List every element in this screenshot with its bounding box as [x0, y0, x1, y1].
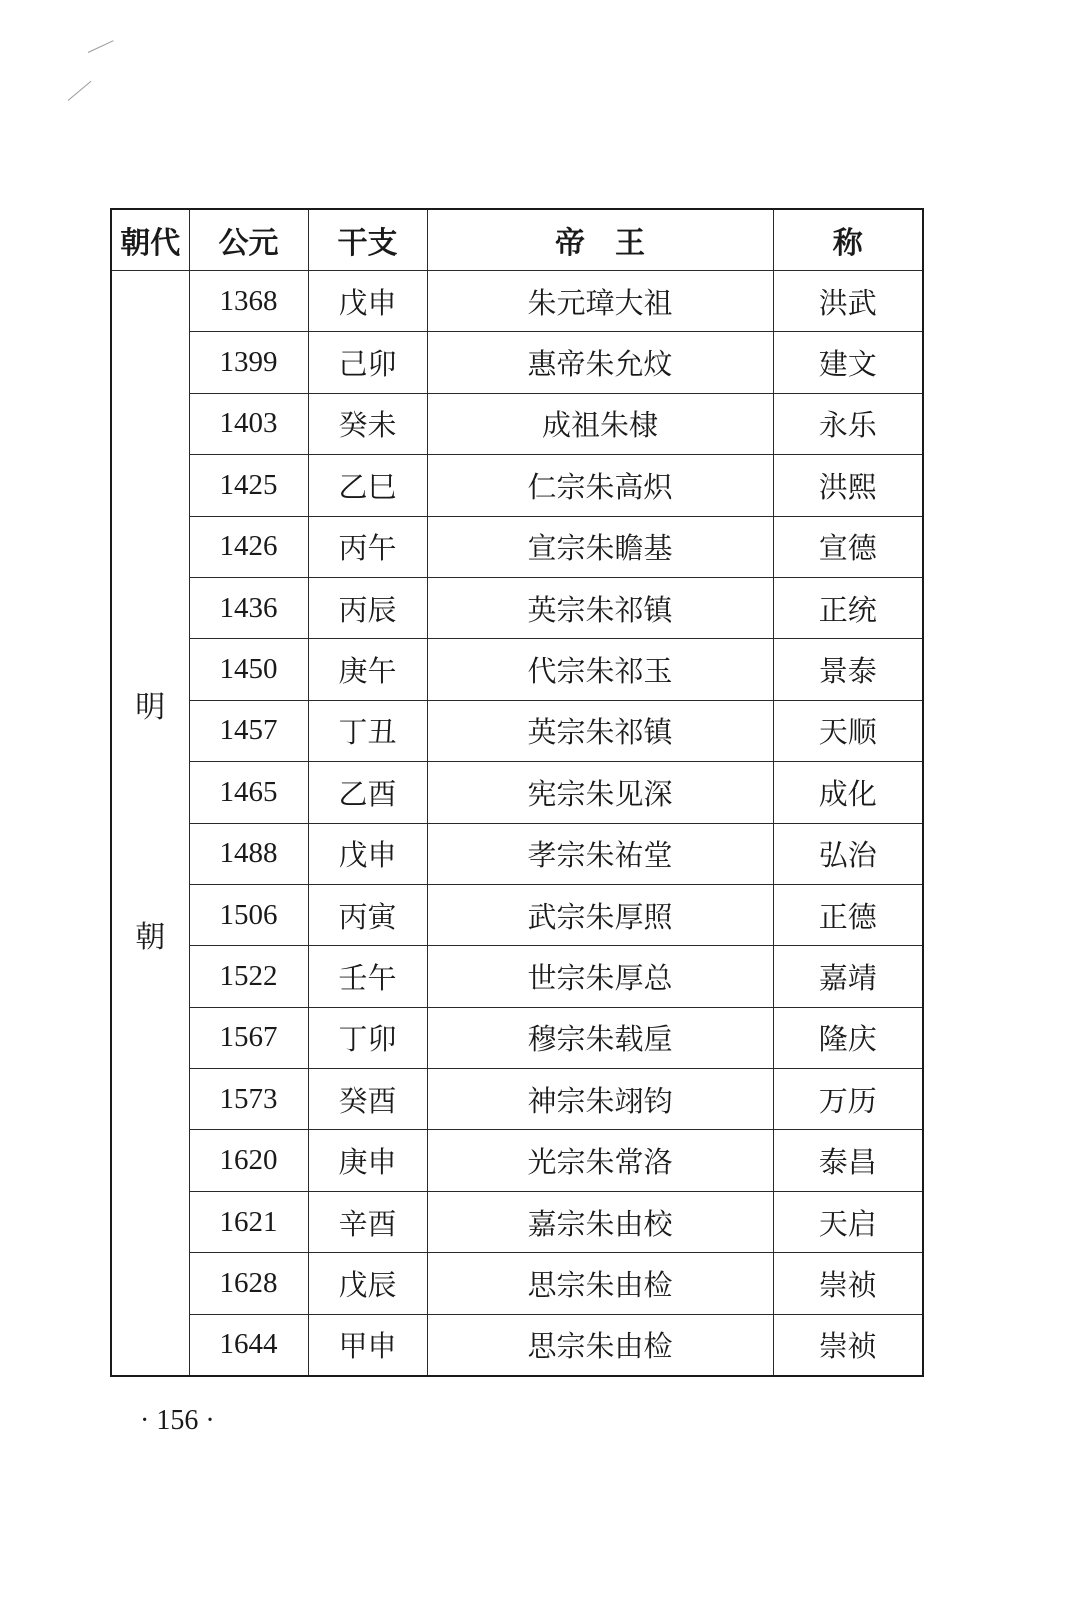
- table-row: [111, 700, 923, 761]
- title-cell: 宣德: [773, 516, 923, 577]
- title-cell: 正统: [773, 577, 923, 638]
- ganzhi-cell: 庚申: [308, 1130, 427, 1191]
- emperor-cell: 宪宗朱见深: [427, 762, 773, 823]
- year-cell: 1399: [189, 332, 308, 393]
- year-cell: 1457: [189, 700, 308, 761]
- ganzhi-cell: 乙巳: [308, 455, 427, 516]
- title-cell: 天启: [773, 1191, 923, 1252]
- table-row: [111, 577, 923, 638]
- year-cell: 1567: [189, 1007, 308, 1068]
- year-cell: 1573: [189, 1069, 308, 1130]
- ganzhi-cell: 己卯: [308, 332, 427, 393]
- ganzhi-cell: 丙寅: [308, 884, 427, 945]
- dynasty-char: 朝: [135, 920, 166, 955]
- table-row: [111, 946, 923, 1007]
- title-cell: 景泰: [773, 639, 923, 700]
- emperor-cell: 成祖朱棣: [427, 393, 773, 454]
- ganzhi-cell: 辛酉: [308, 1191, 427, 1252]
- ganzhi-cell: 壬午: [308, 946, 427, 1007]
- header-emperor: 帝 王: [427, 209, 773, 271]
- ming-emperors-table: [110, 208, 924, 1377]
- ganzhi-cell: 丁卯: [308, 1007, 427, 1068]
- title-cell: 万历: [773, 1069, 923, 1130]
- ganzhi-cell: 庚午: [308, 639, 427, 700]
- header-dynasty: 朝代: [111, 209, 189, 271]
- ganzhi-cell: 癸未: [308, 393, 427, 454]
- title-cell: 建文: [773, 332, 923, 393]
- page-number: · 156 ·: [140, 1405, 215, 1436]
- title-cell: 成化: [773, 762, 923, 823]
- year-cell: 1426: [189, 516, 308, 577]
- emperor-cell: 仁宗朱高炽: [427, 455, 773, 516]
- year-cell: 1628: [189, 1253, 308, 1314]
- title-cell: 崇祯: [773, 1314, 923, 1376]
- table-row: [111, 1314, 923, 1376]
- ganzhi-cell: 戊申: [308, 271, 427, 332]
- header-year: 公元: [189, 209, 308, 271]
- ganzhi-cell: 丙午: [308, 516, 427, 577]
- table-row: [111, 1069, 923, 1130]
- title-cell: 永乐: [773, 393, 923, 454]
- emperor-cell: 英宗朱祁镇: [427, 577, 773, 638]
- emperor-cell: 宣宗朱瞻基: [427, 516, 773, 577]
- scan-mark: [68, 81, 92, 101]
- year-cell: 1621: [189, 1191, 308, 1252]
- year-cell: 1368: [189, 271, 308, 332]
- emperor-cell: 穆宗朱载垕: [427, 1007, 773, 1068]
- year-cell: 1403: [189, 393, 308, 454]
- scan-mark: [88, 40, 114, 53]
- table-row: [111, 332, 923, 393]
- year-cell: 1522: [189, 946, 308, 1007]
- table-row: [111, 639, 923, 700]
- year-cell: 1450: [189, 639, 308, 700]
- table-row: [111, 1007, 923, 1068]
- header-ganzhi: 干支: [308, 209, 427, 271]
- title-cell: 泰昌: [773, 1130, 923, 1191]
- year-cell: 1425: [189, 455, 308, 516]
- year-cell: 1506: [189, 884, 308, 945]
- table-row: [111, 762, 923, 823]
- table-row: [111, 823, 923, 884]
- ganzhi-cell: 乙酉: [308, 762, 427, 823]
- emperor-cell: 惠帝朱允炆: [427, 332, 773, 393]
- table-row: [111, 1253, 923, 1314]
- emperor-cell: 神宗朱翊钧: [427, 1069, 773, 1130]
- title-cell: 隆庆: [773, 1007, 923, 1068]
- emperor-cell: 英宗朱祁镇: [427, 700, 773, 761]
- title-cell: 崇祯: [773, 1253, 923, 1314]
- emperor-cell: 孝宗朱祐堂: [427, 823, 773, 884]
- table-row: [111, 1191, 923, 1252]
- ganzhi-cell: 戊申: [308, 823, 427, 884]
- table-header-row: [111, 209, 923, 271]
- emperor-cell: 代宗朱祁玉: [427, 639, 773, 700]
- emperor-cell: 光宗朱常洛: [427, 1130, 773, 1191]
- title-cell: 正德: [773, 884, 923, 945]
- dynasty-cell: [111, 271, 189, 1377]
- header-title: 称: [773, 209, 923, 271]
- emperor-cell: 朱元璋大祖: [427, 271, 773, 332]
- year-cell: 1465: [189, 762, 308, 823]
- table-row: [111, 1130, 923, 1191]
- year-cell: 1488: [189, 823, 308, 884]
- year-cell: 1620: [189, 1130, 308, 1191]
- emperor-cell: 思宗朱由检: [427, 1253, 773, 1314]
- table-row: [111, 271, 923, 332]
- title-cell: 弘治: [773, 823, 923, 884]
- ganzhi-cell: 丁丑: [308, 700, 427, 761]
- table-row: [111, 455, 923, 516]
- table-row: [111, 393, 923, 454]
- title-cell: 天顺: [773, 700, 923, 761]
- year-cell: 1436: [189, 577, 308, 638]
- emperor-cell: 世宗朱厚总: [427, 946, 773, 1007]
- title-cell: 嘉靖: [773, 946, 923, 1007]
- emperor-cell: 嘉宗朱由校: [427, 1191, 773, 1252]
- emperor-cell: 武宗朱厚照: [427, 884, 773, 945]
- year-cell: 1644: [189, 1314, 308, 1376]
- title-cell: 洪武: [773, 271, 923, 332]
- emperor-cell: 思宗朱由检: [427, 1314, 773, 1376]
- ganzhi-cell: 丙辰: [308, 577, 427, 638]
- title-cell: 洪熙: [773, 455, 923, 516]
- table-row: [111, 884, 923, 945]
- table-row: [111, 516, 923, 577]
- dynasty-char: 明: [135, 690, 166, 725]
- ganzhi-cell: 甲申: [308, 1314, 427, 1376]
- ganzhi-cell: 癸酉: [308, 1069, 427, 1130]
- ganzhi-cell: 戊辰: [308, 1253, 427, 1314]
